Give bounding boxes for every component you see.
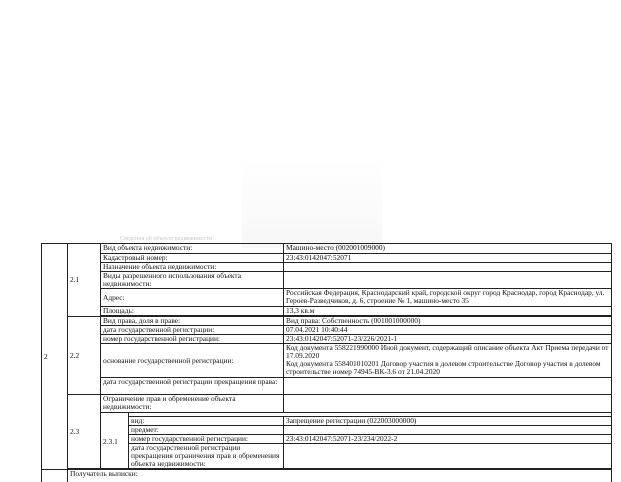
value-encumbrance-kind: Запрещение регистрации (022003000000) [284,417,612,426]
value-encumbrance [284,395,612,413]
value-permitted-use [284,272,612,289]
label-encumbrance-subject: предмет: [129,426,284,435]
label-registration-number: номер государственной регистрации: [101,335,284,344]
value-cadastral-number: 23:43:0142047:52071 [284,254,612,263]
label-encumbrance-kind: вид: [129,417,284,426]
label-address: Адрес: [101,289,284,307]
value-encumbrance-termination [284,444,612,469]
value-object-type: Машино-место (002001009000) [284,244,612,254]
label-encumbrance-termination: дата государственной регистрации прекращения ограничения прав и обременения объекта недвижимости: [129,444,284,469]
subsection-2-3-1-number: 2.3.1 [101,417,129,469]
basis-document-2: Код документа 558401010201 Договор участия в долевом строительстве Договор участия в долевом строительстве номер 74945-ВК-3.6 от 21.04.2020 [286,360,609,376]
scan-shade [242,160,382,248]
value-area: 13,3 кв.м [284,307,612,316]
label-object-type: Вид объекта недвижимости: [101,244,284,254]
section-number: 2 [42,244,68,470]
subsection-2-3-number: 2.3 [68,395,101,469]
label-recipient: Получатель выписки: [68,470,612,482]
label-cadastral-number: Кадастровый номер: [101,254,284,263]
bottom-left-cell [42,470,68,482]
value-termination-date [284,378,612,395]
label-registration-date: дата государственной регистрации: [101,326,284,335]
value-registration-basis [284,344,612,378]
label-termination-date: дата государственной регистрации прекращения права: [101,378,284,395]
label-registration-basis: основание государственной регистрации: [101,344,284,378]
label-encumbrance: Ограничение прав и обременение объекта недвижимости: [101,395,284,413]
value-encumbrance-subject [284,426,612,435]
label-area: Площадь: [101,307,284,316]
value-purpose [284,263,612,272]
label-purpose: Назначение объекта недвижимости: [101,263,284,272]
label-right-type: Вид права, доля в праве: [101,317,284,326]
value-right-type: Вид права: Собственность (001001000000) [284,317,612,326]
basis-document-1: Код документа 558221990000 Иной документ, содержащий описание объекта Акт Приема передачи от 17.09.2020 [286,344,609,360]
label-permitted-use: Виды разрешенного использования объекта недвижимости: [101,272,284,289]
value-encumbrance-reg-number: 23:43:0142047:52071-23/234/2022-2 [284,435,612,444]
faded-caption: Сведения об объекте недвижимости [120,236,270,244]
value-address: Российская Федерация, Краснодарский край, городской округ город Краснодар, город Краснодар, ул. Героев-Разведчиков, д. 6, строение № 1, машино-место 35 [284,289,612,307]
subsection-2-2-number: 2.2 [68,317,101,395]
subsection-2-1-number: 2.1 [68,244,101,317]
value-registration-number: 23:43:0142047:52071-23/226/2021-1 [284,335,612,344]
label-encumbrance-reg-number: номер государственной регистрации: [129,435,284,444]
value-registration-date: 07.04.2021 10:40:44 [284,326,612,335]
registry-table [41,243,612,482]
